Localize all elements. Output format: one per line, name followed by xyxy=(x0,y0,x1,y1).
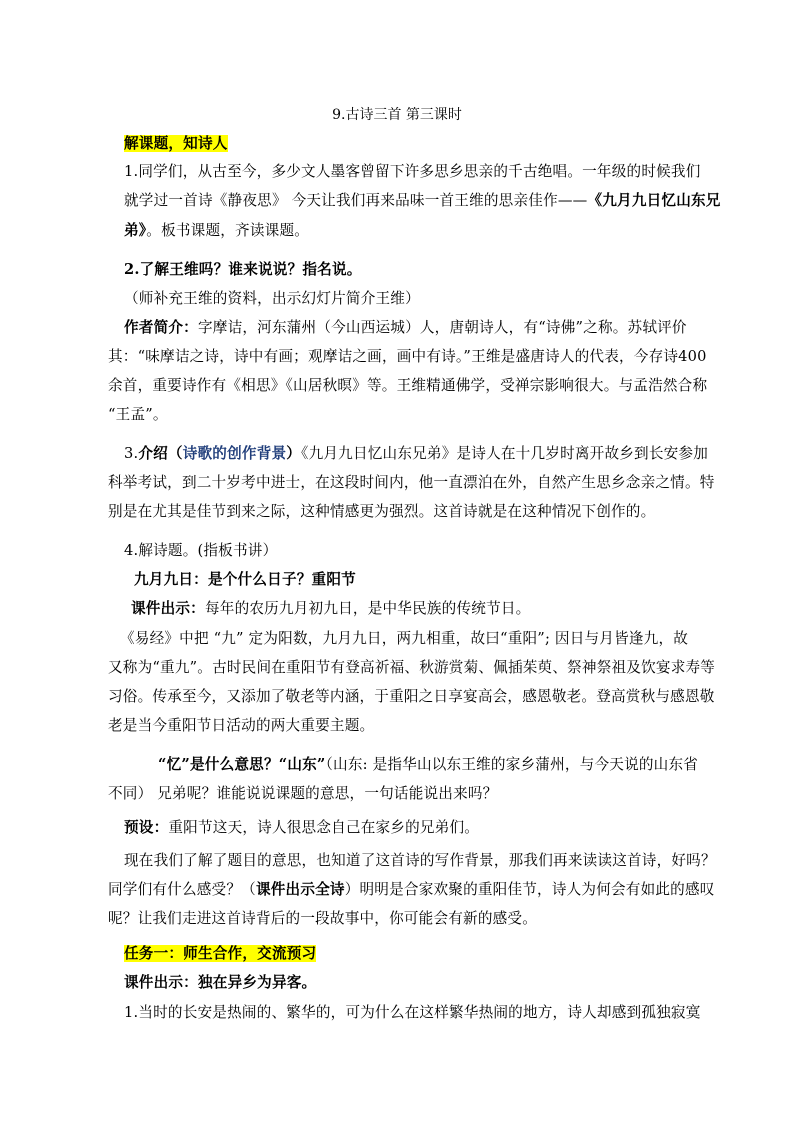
para3-line1: 3.介绍（诗歌的创作背景）《九月九日忆山东兄弟》是诗人在十几岁时离开故乡到长安参加 xyxy=(124,445,709,462)
para7-line2: 同学们有什么感受？（课件出示全诗）明明是合家欢聚的重阳佳节，诗人为何会有如此的感叹 xyxy=(108,881,715,898)
para3-line3: 别是在尤其是佳节到来之际，这种情感更为强烈。这首诗就是在这种情况下创作的。 xyxy=(108,503,656,520)
para4-question: 九月九日：是个什么日子？重阳节 xyxy=(134,571,356,588)
chongyang-line1: 《易经》中把 “九” 定为阳数，九月九日，两九相重，故曰“重阳”; 因日与月皆逢九，故 xyxy=(120,630,689,647)
chongyang-line4: 老是当今重阳节日活动的两大重要主题。 xyxy=(108,717,375,734)
para1-line1: 1.同学们，从古至今，多少文人墨客曾留下许多思乡思亲的千古绝唱。一年级的时候我们 xyxy=(124,163,701,180)
para7-line1: 现在我们了解了题目的意思，也知道了这首诗的写作背景，那我们再来读读这首诗，好吗？ xyxy=(124,852,716,869)
para5-line2: 不同） 兄弟呢？谁能说说课题的意思，一句话能说出来吗？ xyxy=(108,785,498,802)
para1-line3: 弟》。板书课题，齐读课题。 xyxy=(124,222,310,239)
author-intro-line4: “王孟”。 xyxy=(108,406,168,423)
task1-courseware: 课件出示：独在异乡为异客。 xyxy=(124,974,317,991)
task1-heading: 任务一：师生合作，交流预习 xyxy=(124,945,317,962)
para2-question: 2.了解王维吗？谁来说说？指名说。 xyxy=(124,261,362,278)
chongyang-line3: 习俗。传承至今，又添加了敬老等内涵，于重阳之日享宴高会，感恩敬老。登高赏秋与感恩敬 xyxy=(108,688,715,705)
para5-line1: “忆”是什么意思？“山东”（山东: 是指华山以东王维的家乡蒲州，与今天说的山东省 xyxy=(158,756,699,773)
page-title: 9.古诗三首 第三课时 xyxy=(332,107,462,123)
chongyang-line2: 又称为“重九”。古时民间在重阳节有登高祈福、秋游赏菊、佩插茱萸、祭神祭祖及饮宴求寿等 xyxy=(108,659,716,676)
section-heading-1: 解课题，知诗人 xyxy=(124,135,228,152)
para4-heading: 4.解诗题。(指板书讲） xyxy=(124,542,278,559)
courseware-line: 课件出示：每年的农历九月初九日，是中华民族的传统节日。 xyxy=(131,600,531,617)
para3-line2: 科举考试，到二十岁考中进士，在这段时间内，他一直漂泊在外，自然产生思乡念亲之情。特 xyxy=(108,474,715,491)
author-intro-line1: 作者简介：字摩诘，河东蒲州（今山西运城）人，唐朝诗人，有“诗佛”之称。苏轼评价 xyxy=(124,319,687,336)
preset-line: 预设：重阳节这天，诗人很思念自己在家乡的兄弟们。 xyxy=(124,819,480,836)
para7-line3: 呢？让我们走进这首诗背后的一段故事中，你可能会有新的感受。 xyxy=(108,910,538,927)
para2-note: （师补充王维的资料，出示幻灯片简介王维） xyxy=(124,290,420,307)
author-intro-line2: 其：“味摩诘之诗，诗中有画；观摩诘之画，画中有诗。”王维是盛唐诗人的代表，今存诗400 xyxy=(108,348,707,365)
author-intro-line3: 余首，重要诗作有《相思》《山居秋暝》等。王维精通佛学，受禅宗影响很大。与孟浩然合称 xyxy=(108,377,708,394)
para1-line2: 就学过一首诗《静夜思》 今天让我们再来品味一首王维的思亲佳作——《九月九日忆山东兄 xyxy=(124,192,721,209)
task1-question1: 1.当时的长安是热闹的、繁华的，可为什么在这样繁华热闹的地方，诗人却感到孤独寂寞 xyxy=(124,1004,701,1021)
